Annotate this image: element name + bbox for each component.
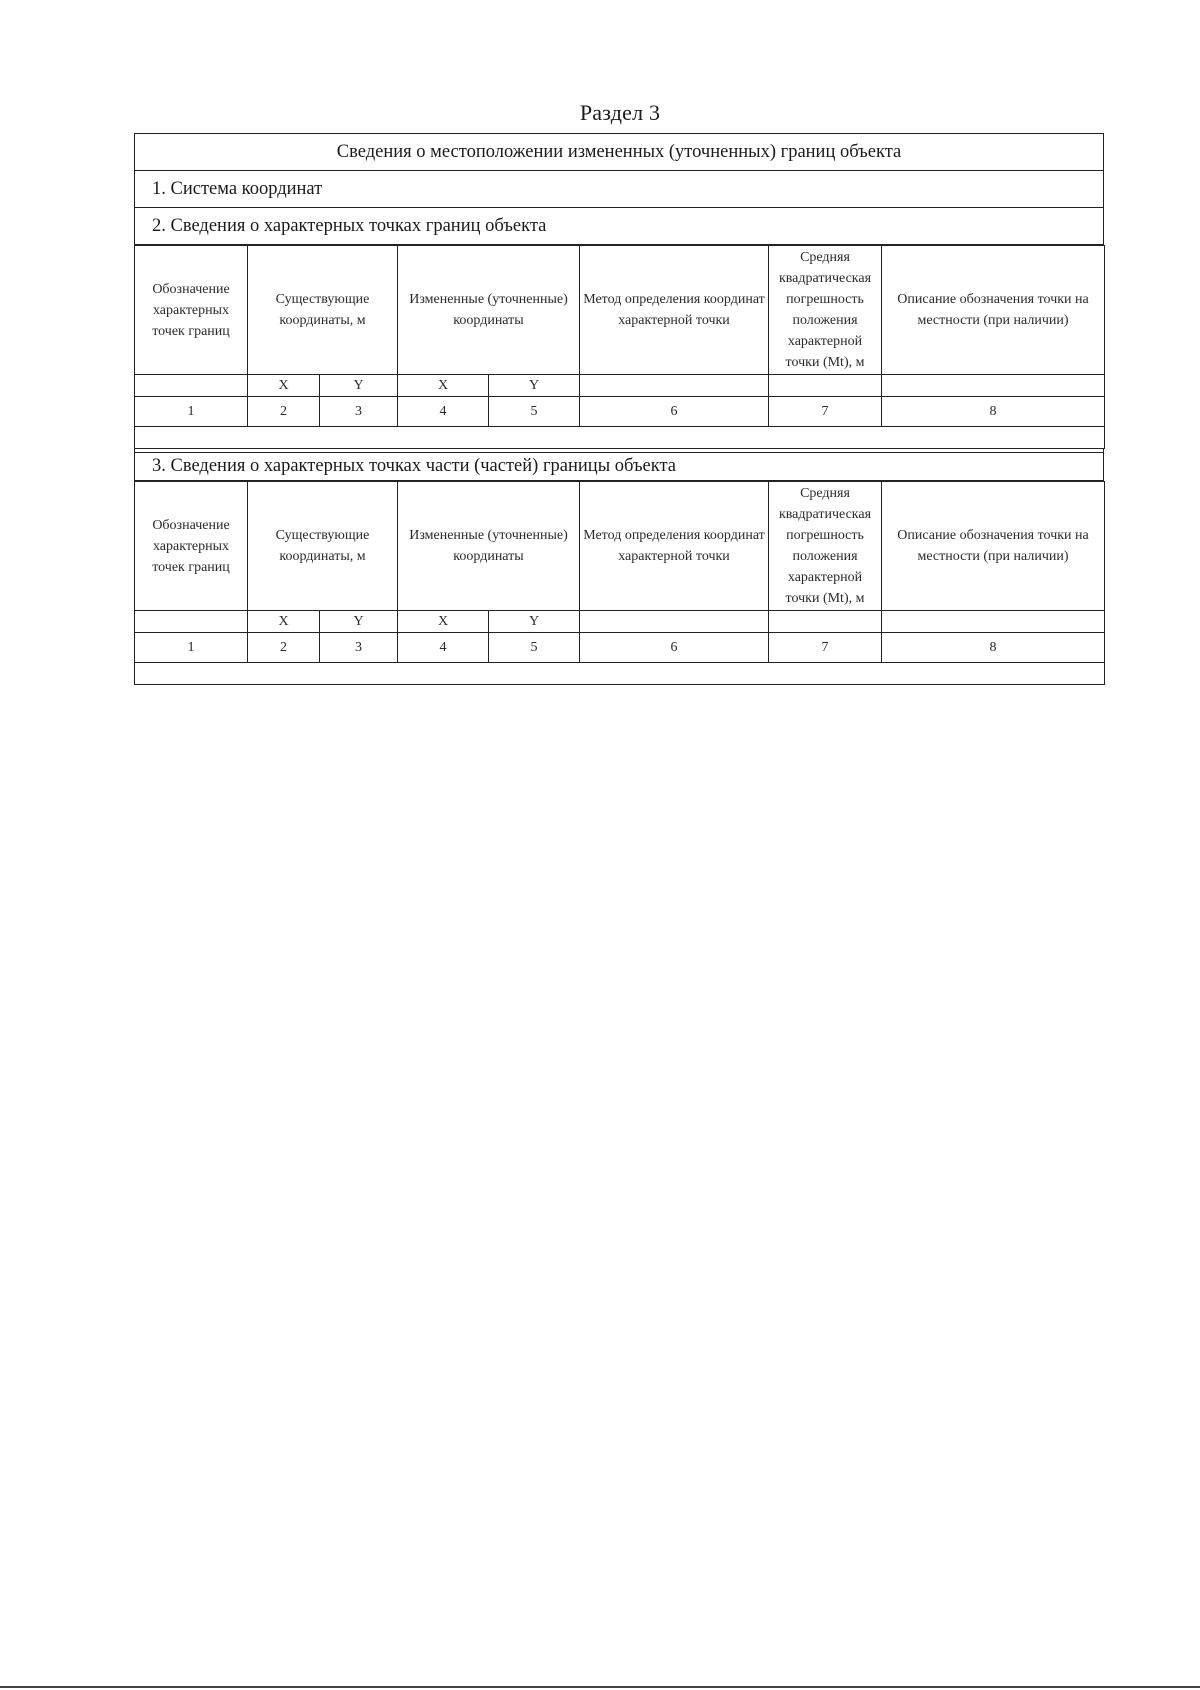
col-number: 4 [398,633,489,663]
col-number: 8 [882,633,1105,663]
col-existing-coords: Существующие координаты, м [248,246,398,375]
col-number: 1 [135,397,248,427]
sub-x-existing: X [248,375,320,397]
table-number-row [135,633,1105,663]
document-form [134,133,1104,685]
coordinate-system-row: 1. Система координат [134,171,1104,208]
col-description: Описание обозначения точки на местности (при наличии) [882,482,1105,611]
boundary-points-heading: 2. Сведения о характерных точках границ объекта [134,208,1104,245]
col-number: 7 [769,633,882,663]
col-method: Метод определения координат характерной точки [580,482,769,611]
col-mean-error: Средняя квадратическая погрешность положения характерной точки (Mt), м [769,482,882,611]
boundary-parts-heading: 3. Сведения о характерных точках части (частей) границы объекта [134,452,1104,481]
table-header-row [135,482,1105,611]
table-number-row [135,397,1105,427]
table-empty-row [135,663,1105,685]
col-method: Метод определения координат характерной точки [580,246,769,375]
table-cell [769,375,882,397]
boundary-points-table [134,245,1105,449]
table-cell [882,611,1105,633]
sub-y-changed: Y [489,611,580,633]
col-number: 7 [769,397,882,427]
table-cell [580,375,769,397]
col-point-designation: Обозначение характерных точек границ [135,482,248,611]
col-number: 3 [320,397,398,427]
col-number: 3 [320,633,398,663]
col-number: 2 [248,397,320,427]
sub-y-existing: Y [320,611,398,633]
table-cell [135,427,1105,449]
table-header-row [135,246,1105,375]
table-cell [135,375,248,397]
sub-y-existing: Y [320,375,398,397]
col-changed-coords: Измененные (уточненные) координаты [398,246,580,375]
col-number: 1 [135,633,248,663]
col-description: Описание обозначения точки на местности (при наличии) [882,246,1105,375]
col-mean-error: Средняя квадратическая погрешность положения характерной точки (Mt), м [769,246,882,375]
table-cell [135,611,248,633]
page-title: Раздел 3 [579,100,661,125]
table-subheader-row [135,611,1105,633]
sub-y-changed: Y [489,375,580,397]
sub-x-changed: X [398,375,489,397]
boundary-parts-table [134,481,1105,685]
table-cell [580,611,769,633]
col-number: 4 [398,397,489,427]
col-number: 6 [580,633,769,663]
col-number: 5 [489,633,580,663]
table-empty-row [135,427,1105,449]
col-changed-coords: Измененные (уточненные) координаты [398,482,580,611]
sub-x-changed: X [398,611,489,633]
col-existing-coords: Существующие координаты, м [248,482,398,611]
table-subheader-row [135,375,1105,397]
col-point-designation: Обозначение характерных точек границ [135,246,248,375]
col-number: 5 [489,397,580,427]
table-cell [882,375,1105,397]
page-edge-line [0,1686,1200,1688]
col-number: 2 [248,633,320,663]
col-number: 6 [580,397,769,427]
sub-x-existing: X [248,611,320,633]
table-cell [135,663,1105,685]
col-number: 8 [882,397,1105,427]
table-cell [769,611,882,633]
section-header: Сведения о местоположении измененных (уточненных) границ объекта [134,133,1104,171]
